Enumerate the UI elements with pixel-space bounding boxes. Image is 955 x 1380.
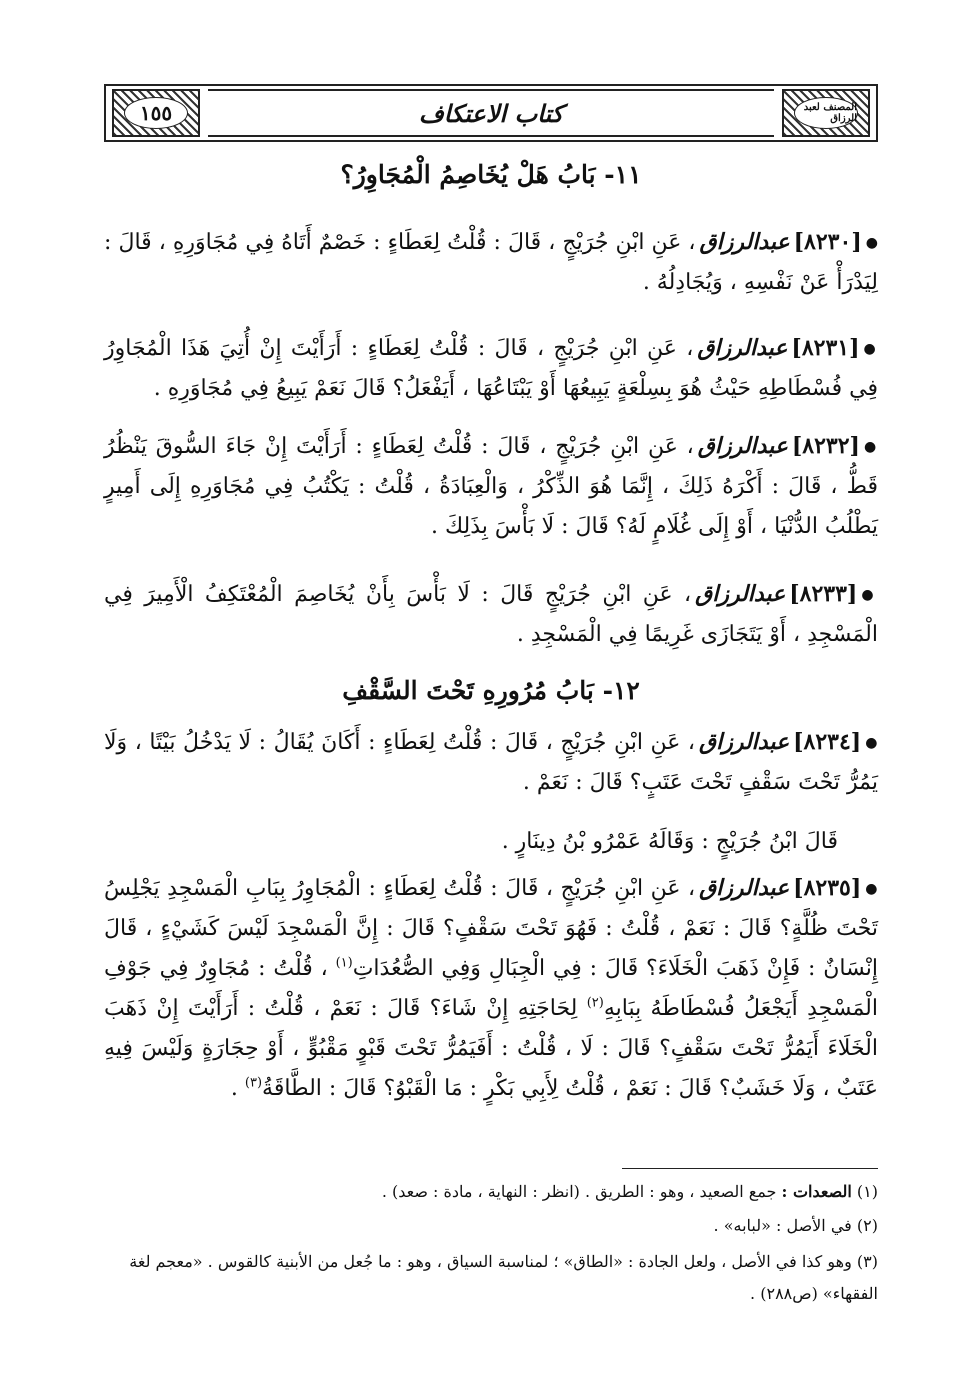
emblem-ornament xyxy=(782,89,870,137)
footnote-mark: (١) xyxy=(856,1182,878,1201)
bullet-icon: ● xyxy=(863,341,879,357)
entry-author: عبدالرزاق xyxy=(699,729,790,755)
entry-author: عبدالرزاق xyxy=(697,433,788,459)
footnote-ref[interactable]: (٢) xyxy=(586,995,604,1011)
footnote xyxy=(104,1210,878,1242)
page-number-ornament xyxy=(112,89,200,137)
page-number-frame xyxy=(124,97,188,129)
entry-number: [٨٢٣١] xyxy=(791,335,860,361)
entry-number: [٨٢٣٢] xyxy=(791,433,860,459)
interjection-line: قَالَ ابْنُ جُرَيْجٍ : وَقَالَهُ عَمْرُو بْنُ دِينَارٍ . xyxy=(501,829,838,854)
book-title: كتاب الاعتكاف xyxy=(418,98,564,128)
entry-number: [٨٢٣٠] xyxy=(793,229,862,255)
footnote-term: الصعدات : xyxy=(781,1182,852,1201)
footnote-divider xyxy=(622,1168,878,1169)
footnote-mark: (٣) xyxy=(856,1252,878,1271)
entry-author: عبدالرزاق xyxy=(699,229,790,255)
bullet-icon: ● xyxy=(865,881,878,897)
footnote xyxy=(104,1246,878,1310)
entry-text: . xyxy=(230,1076,238,1101)
entry-number: [٨٢٣٥] xyxy=(793,875,862,901)
footnote-text: جمع الصعيد ، وهو : الطريق . (انظر : النهاية ، مادة : صعد) . xyxy=(381,1182,777,1201)
entry-text: ، عَنِ ابْنِ جُرَيْجٍ قَالَ : لَا بَأْسَ بِأَنْ يُخَاصِمَ الْمُعْتَكِفُ الْأَمِيرَ فِي الْمَسْجِدِ ، أَوْ يَتَجَازَى غَرِيمًا فِي الْمَسْجِدِ . xyxy=(104,582,878,647)
hadith-entry xyxy=(104,868,878,1109)
bullet-icon: ● xyxy=(865,235,879,251)
entry-number: [٨٢٣٤] xyxy=(793,729,862,755)
footnote-text: في الأصل : «لبابه» . xyxy=(713,1216,852,1235)
title-band xyxy=(208,89,774,137)
entry-number: [٨٢٣٣] xyxy=(789,581,858,607)
footnote-ref[interactable]: (٣) xyxy=(244,1075,263,1091)
footnote-mark: (٢) xyxy=(856,1216,878,1235)
entry-text: ، عَنِ ابْنِ جُرَيْجٍ ، قَالَ : قُلْتُ لِعَطَاءٍ : الْمُجَاوِرُ بِبَابِ الْمَسْجِدِ يَجْلِسُ تَحْتَ ظُلَّةٍ؟ قَالَ : نَعَمْ ، قُلْتُ : فَهُوَ تَحْتَ سَقْفٍ؟ قَالَ : إِنَّ الْمَسْجِدَ لَيْسَ كَشَيْءٍ ، قَالَ إِنْسَانٌ : فَإِنْ ذَهَبَ الْخَلَاءَ؟ قَالَ : فِي الْجِبَالِ وَفِي الصُّعُدَاتِ xyxy=(104,876,878,981)
page-number: ١٥٥ xyxy=(139,101,173,125)
emblem-text: المصنف لعبد الرزاق xyxy=(794,97,858,129)
entry-text: ، قُلْتُ : مُجَاوِرٌ فِي جَوْفِ الْمَسْجِدِ أَيَجْعَلُ فُسْطَاطَهُ بِبَابِهِ xyxy=(104,956,878,1021)
hadith-entry xyxy=(104,426,878,547)
entry-text: لِحَاجَتِهِ إِنْ شَاءَ؟ قَالَ : نَعَمْ ، قُلْتُ : أَرَأَيْتَ إِنْ ذَهَبَ الْخَلَاءَ أَيَمُرُّ تَحْتَ سَقْفٍ؟ قَالَ : لَا ، قُلْتُ : أَفَيَمُرُّ تَحْتَ قَبْوٍ مَقْبُوٍّ ، أَوْ حِجَارَةٍ وَلَيْسَ فِيهِ عَتَبٌ ، وَلَا خَشَبٌ؟ قَالَ : نَعَمْ ، قُلْتُ لِأَبِي بَكْرٍ : مَا الْقَبْوُ؟ قَالَ : الطَّاقَةُ xyxy=(104,996,878,1101)
bullet-icon: ● xyxy=(865,735,878,751)
bullet-icon: ● xyxy=(863,439,878,455)
entry-text: ، عَنِ ابْنِ جُرَيْجٍ ، قَالَ : قُلْتُ لِعَطَاءٍ : أَكَانَ يُقَالُ : لَا يَدْخُلُ بَيْتًا ، وَلَا يَمُرُّ تَحْتَ سَقْفٍ تَحْتَ عَتَبٍ؟ قَالَ : نَعَمْ . xyxy=(104,730,878,795)
entry-text: ، عَنِ ابْنِ جُرَيْجٍ ، قَالَ : قُلْتُ لِعَطَاءٍ : خَصْمٌ أَتَاهُ فِي مُجَاوَرِهِ ، قَالَ : لِيَدْرَأْ عَنْ نَفْسِهِ ، وَيُجَادِلُهُ . xyxy=(104,230,878,295)
footnote-text: وهو كذا في الأصل ، ولعل الجادة : «الطاق» ؛ لمناسبة السياق ، وهو : ما جُعل من الأبنية كالقوس . «معجم لغة الفقهاء» (ص٢٨٨) . xyxy=(129,1252,878,1303)
entry-text: ، عَنِ ابْنِ جُرَيْجٍ ، قَالَ : قُلْتُ لِعَطَاءٍ : أَرَأَيْتَ إِنْ أُتِيَ هَذَا الْمُجَاوِرُ فِي فُسْطَاطِهِ حَيْثُ هُوَ بِسِلْعَةٍ يَبِيعُهَا أَوْ يَبْتَاعُهَا ، أَيَفْعَلُ؟ قَالَ نَعَمْ يَبِيعُ فِي مُجَاوَرِهِ . xyxy=(104,336,878,401)
entry-text: ، عَنِ ابْنِ جُرَيْجٍ ، قَالَ : قُلْتُ لِعَطَاءٍ : أَرَأَيْتَ إِنْ جَاءَ السُّوقَ يَنْظُرُ قَطُّ ، قَالَ : أَكْرَهُ ذَلِكَ ، إِنَّمَا هُوَ الذِّكْرُ ، وَالْعِبَادَةُ ، قُلْتُ : يَكْتُبُ فِي مُجَاوَرِهِ إِلَى أَمِيرٍ يَطْلُبُ الدُّنْيَا ، أَوْ إِلَى غُلَامٍ لَهُ؟ قَالَ : لَا بَأْسَ بِذَلِكَ . xyxy=(104,434,878,539)
chapter-heading: ١١- بَابُ هَلْ يُخَاصِمُ الْمُجَاوِرُ؟ xyxy=(340,160,642,189)
entry-author: عبدالرزاق xyxy=(699,875,790,901)
hadith-entry xyxy=(104,722,878,803)
running-header xyxy=(104,84,878,142)
entry-author: عبدالرزاق xyxy=(695,581,786,607)
hadith-entry xyxy=(104,222,878,303)
hadith-entry xyxy=(104,574,878,655)
footnote-ref[interactable]: (١) xyxy=(335,955,353,971)
footnote xyxy=(104,1176,878,1208)
bullet-icon: ● xyxy=(861,587,878,603)
chapter-heading: ١٢- بَابُ مُرُورِهِ تَحْتَ السَّقْفِ xyxy=(342,676,640,705)
entry-author: عبدالرزاق xyxy=(697,335,788,361)
hadith-entry xyxy=(104,328,878,409)
